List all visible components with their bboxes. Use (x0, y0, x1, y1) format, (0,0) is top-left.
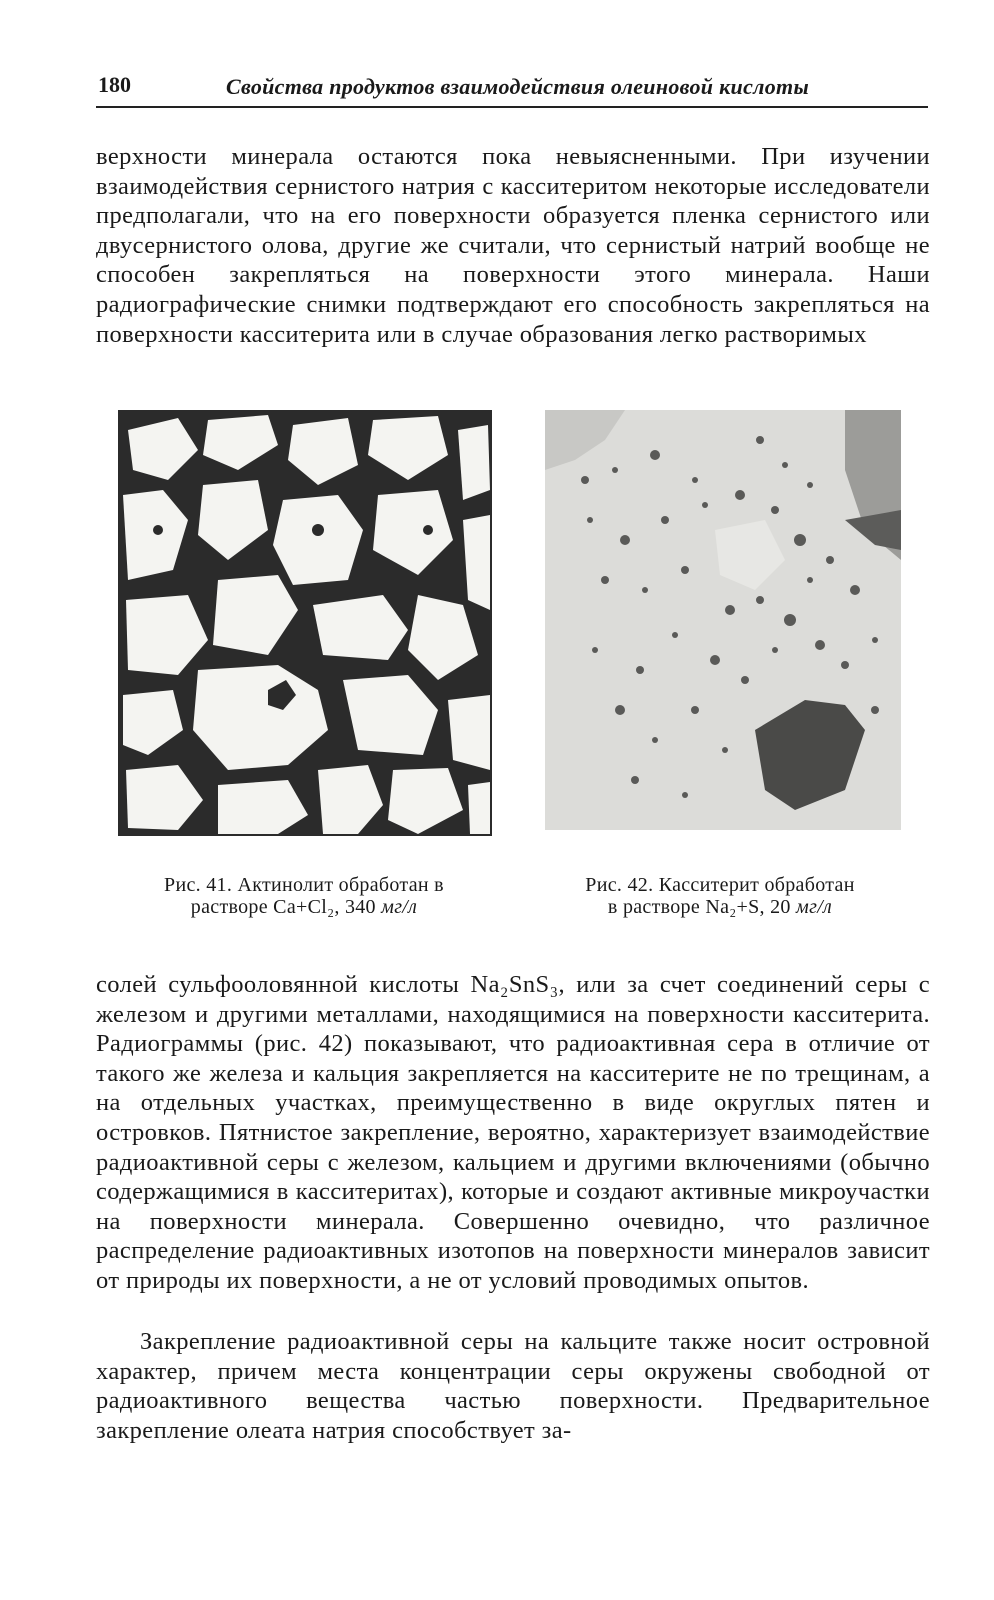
radiograph-actinolite-image (118, 410, 492, 836)
figure-41-caption (112, 874, 496, 918)
running-title: Свойства продуктов взаимодействия олеиновой кислоты (226, 74, 810, 99)
figure-41-caption-line-2 (112, 896, 496, 918)
figure-42-caption-text: в растворе Na₂+S, 20 (607, 896, 797, 918)
paragraph-3: Закрепление радиоактивной серы на кальците также носит островной характер, причем места концентрации серы окружены свободной от радиоактивного вещества частью поверхности. Предварительное закрепление олеата натрия способствует за- (96, 1328, 930, 1444)
figure-41-caption-line-1: Рис. 41. Актинолит обработан в (164, 874, 444, 896)
figure-41-radiograph (118, 410, 492, 836)
page-header (96, 70, 928, 108)
radiograph-cassiterite-image (545, 410, 901, 830)
figure-42-caption (525, 874, 915, 918)
paragraph-1: верхности минерала остаются пока невыясненными. При изучении взаимодействия сернистого натрия с касситеритом некоторые исследователи предполагали, что на его поверхности образуется пленка сернистого или двусернистого олова, другие же считали, что сернистый натрий вообще не способен закрепляться на поверхности этого минерала. Наши радиографические снимки подтверждают его способность закрепляться на поверхности касситерита или в случае образования легко растворимых (96, 143, 930, 348)
figure-42-caption-line-2 (525, 896, 915, 918)
figure-41-caption-unit: мг/л (381, 896, 418, 918)
figure-41-caption-text: растворе Ca+Cl₂, 340 (190, 896, 382, 918)
page-number: 180 (98, 72, 131, 97)
paragraph-2: солей сульфооловянной кислоты Na₂SnS₃, или за счет соединений серы с железом и другими металлами, находящимися на поверхности касситерита. Радиограммы (рис. 42) показывают, что радиоактивная сера в отличие от такого же железа и кальция закрепляется на касситерите не по трещинам, а на отдельных участках, преимущественно в виде округлых пятен и островков. Пятнистое закрепление, вероятно, характеризует взаимодействие радиоактивной серы с железом, кальцием и другими включениями (обычно содержащимися в касситеритах), которые и создают активные микроучастки на поверхности минерала. Совершенно очевидно, что различное распределение радиоактивных изотопов на поверхности минералов зависит от природы их поверхности, а не от условий проводимых опытов. (96, 971, 930, 1294)
figure-42-caption-line-1: Рис. 42. Касситерит обработан (585, 874, 855, 896)
figure-42-radiograph (545, 410, 901, 830)
figure-42-caption-unit: мг/л (796, 896, 833, 918)
